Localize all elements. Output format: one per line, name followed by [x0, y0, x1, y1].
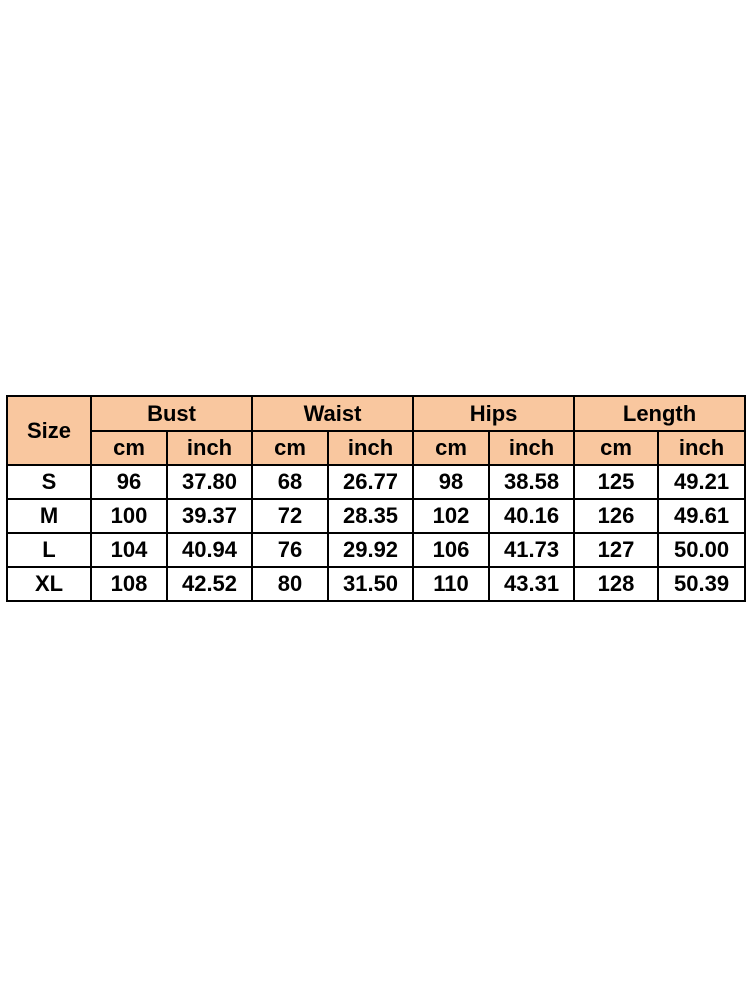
table-cell: 26.77 [328, 465, 413, 499]
table-body [7, 465, 745, 601]
table-cell: 110 [413, 567, 489, 601]
unit-header: cm [91, 431, 167, 465]
table-cell: 43.31 [489, 567, 574, 601]
header-group-row [7, 396, 745, 431]
table-cell: 28.35 [328, 499, 413, 533]
table-cell: 100 [91, 499, 167, 533]
unit-header: inch [489, 431, 574, 465]
table-cell: 80 [252, 567, 328, 601]
header-unit-row [7, 431, 745, 465]
size-column-header: Size [7, 396, 91, 465]
length-header: Length [574, 396, 745, 431]
table-cell: 39.37 [167, 499, 252, 533]
table-cell: 31.50 [328, 567, 413, 601]
table-cell: 108 [91, 567, 167, 601]
table-cell: 127 [574, 533, 658, 567]
table-cell: 76 [252, 533, 328, 567]
table-row [7, 533, 745, 567]
table-row [7, 499, 745, 533]
size-cell: M [7, 499, 91, 533]
table-cell: 42.52 [167, 567, 252, 601]
table-cell: 49.21 [658, 465, 745, 499]
table-cell: 40.16 [489, 499, 574, 533]
table-cell: 104 [91, 533, 167, 567]
table-cell: 50.39 [658, 567, 745, 601]
table-cell: 96 [91, 465, 167, 499]
size-cell: S [7, 465, 91, 499]
table-cell: 106 [413, 533, 489, 567]
unit-header: cm [413, 431, 489, 465]
unit-header: inch [167, 431, 252, 465]
unit-header: cm [574, 431, 658, 465]
table-cell: 125 [574, 465, 658, 499]
unit-header: cm [252, 431, 328, 465]
size-cell: L [7, 533, 91, 567]
hips-header: Hips [413, 396, 574, 431]
size-chart-table [6, 395, 746, 602]
table-cell: 68 [252, 465, 328, 499]
size-cell: XL [7, 567, 91, 601]
table-cell: 72 [252, 499, 328, 533]
table-header [7, 396, 745, 465]
bust-header: Bust [91, 396, 252, 431]
table-cell: 102 [413, 499, 489, 533]
table-row [7, 465, 745, 499]
table-cell: 50.00 [658, 533, 745, 567]
unit-header: inch [328, 431, 413, 465]
table-cell: 128 [574, 567, 658, 601]
table-cell: 38.58 [489, 465, 574, 499]
table-cell: 49.61 [658, 499, 745, 533]
table-cell: 40.94 [167, 533, 252, 567]
unit-header: inch [658, 431, 745, 465]
waist-header: Waist [252, 396, 413, 431]
table-cell: 29.92 [328, 533, 413, 567]
table-cell: 98 [413, 465, 489, 499]
table-row [7, 567, 745, 601]
table-cell: 41.73 [489, 533, 574, 567]
table-cell: 37.80 [167, 465, 252, 499]
table-cell: 126 [574, 499, 658, 533]
